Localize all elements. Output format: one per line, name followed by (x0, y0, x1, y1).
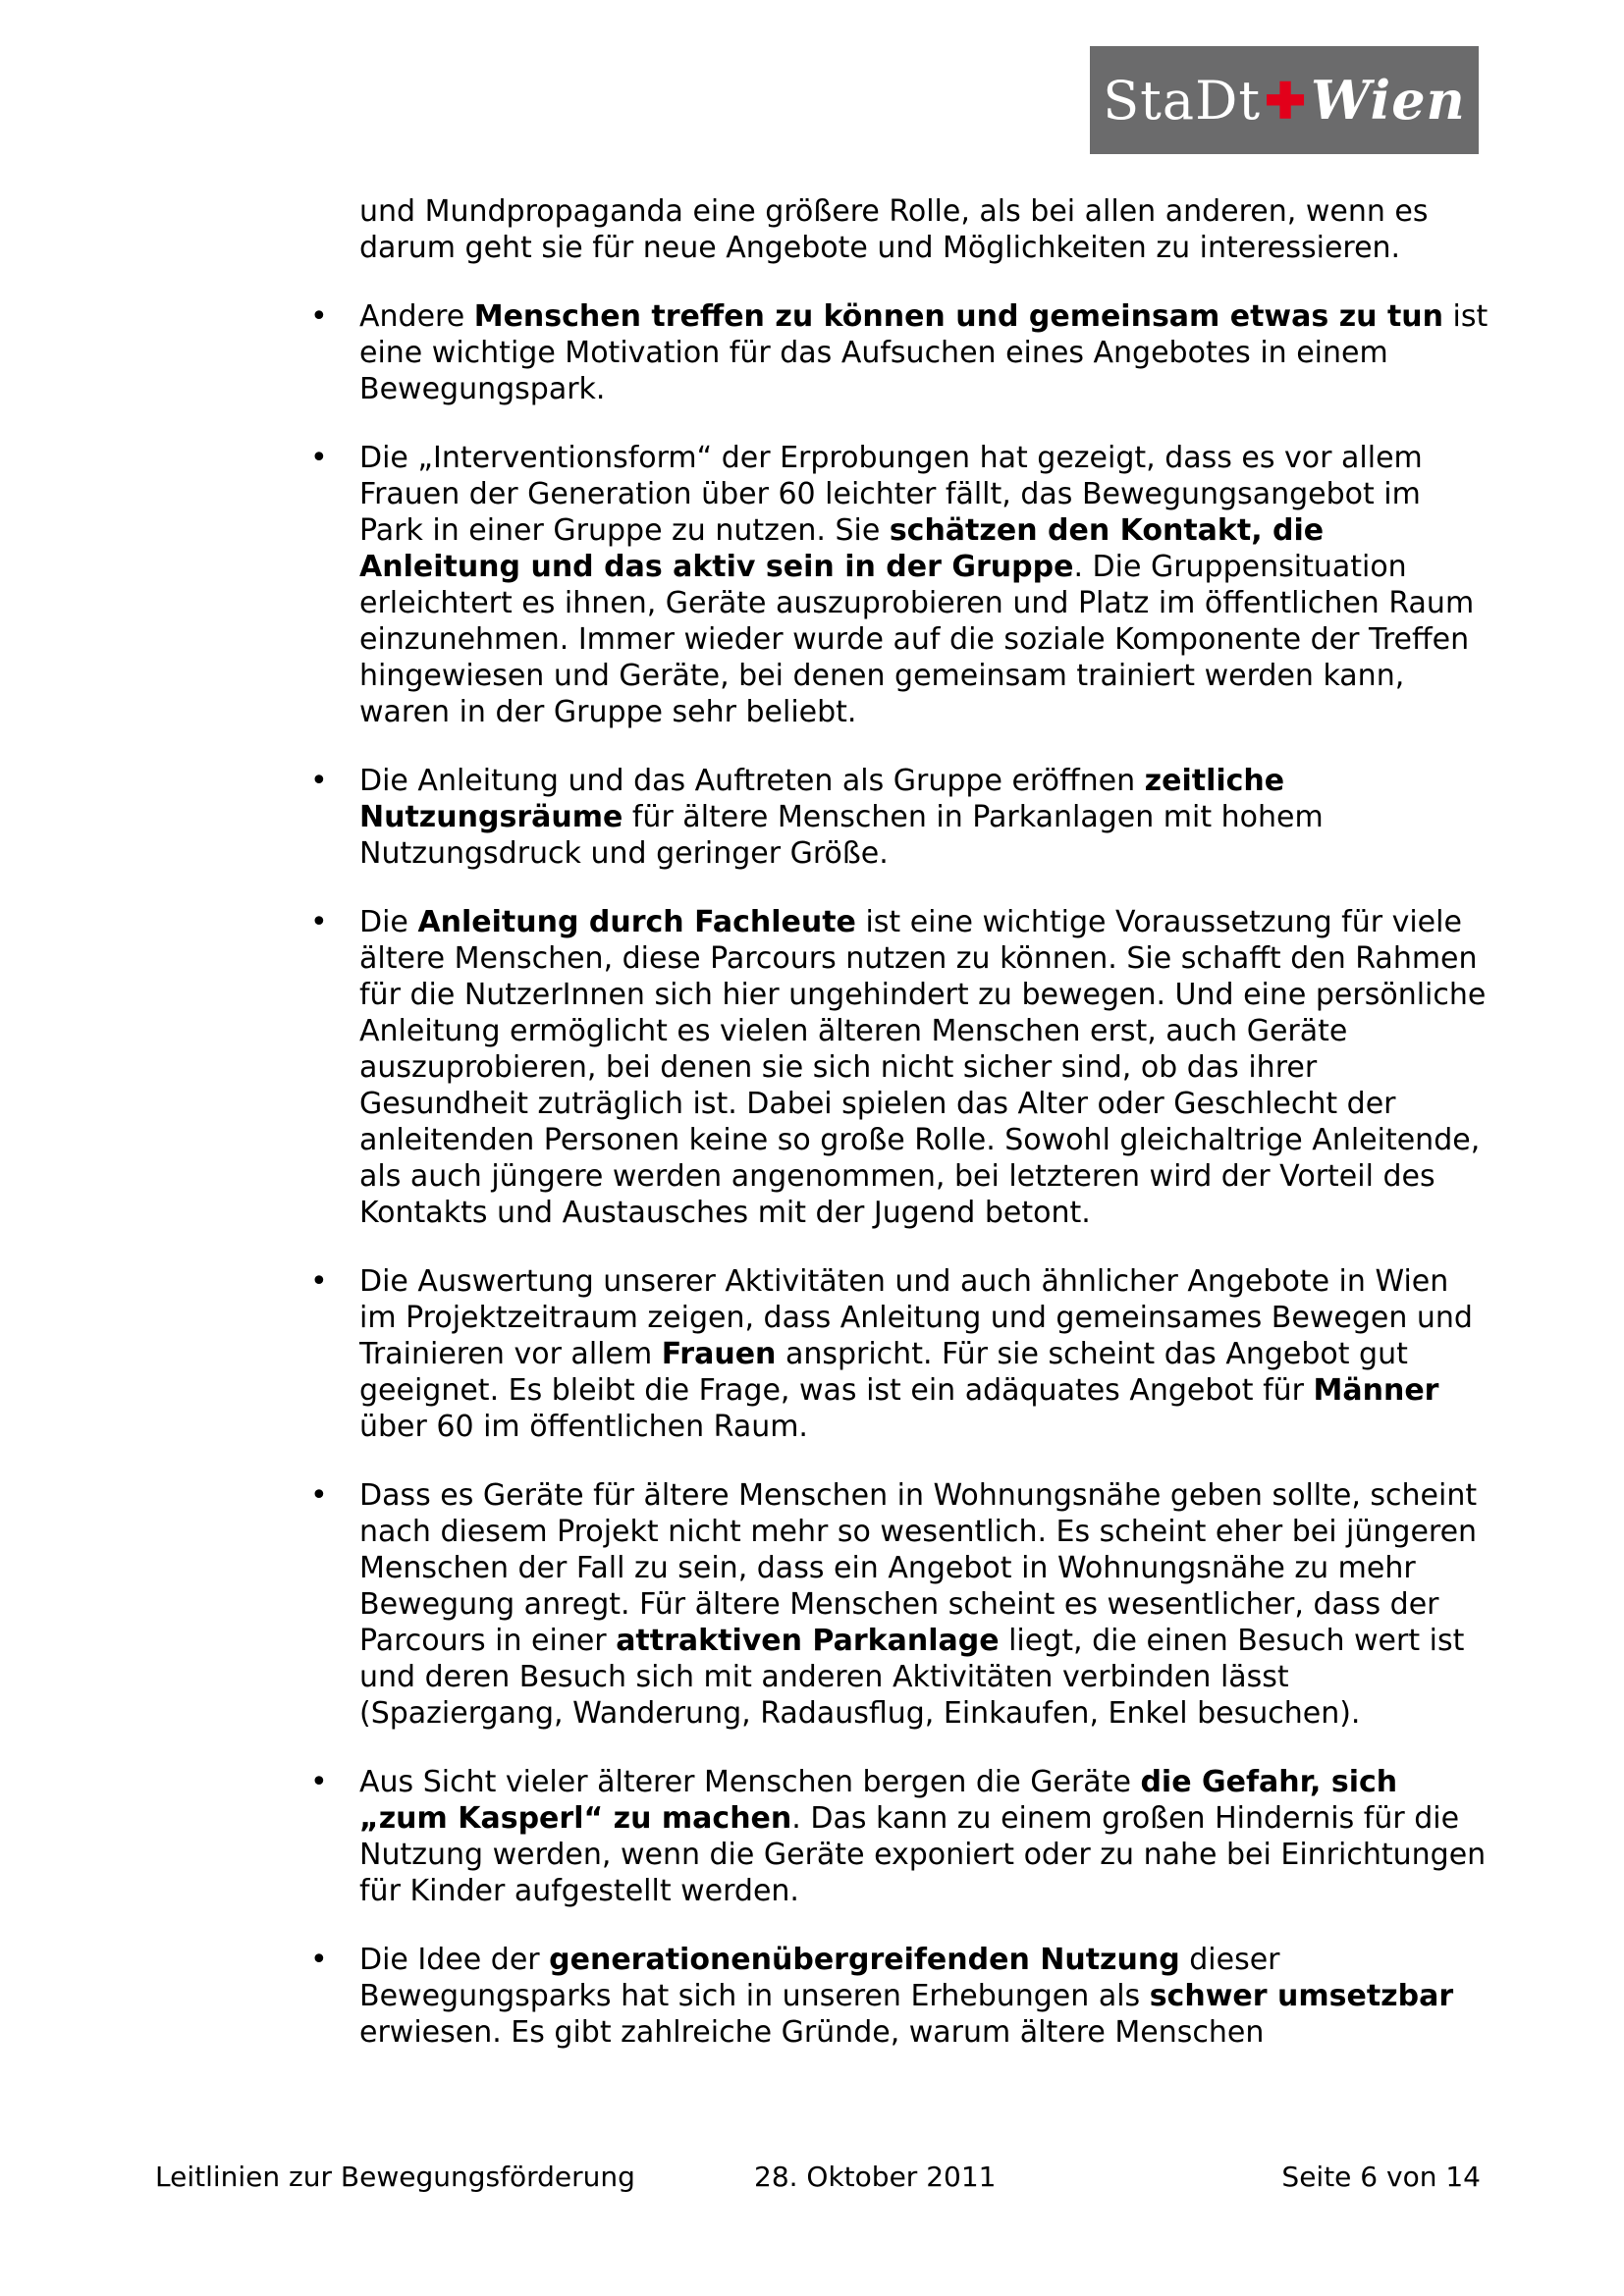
page-footer (155, 2158, 1481, 2197)
logo-wordmark (1103, 69, 1466, 132)
bold-emphasis: schätzen den Kontakt, die Anleitung und das aktiv sein in der Gruppe (359, 513, 1325, 584)
logo-stadt: StaDt (1103, 69, 1262, 132)
footer-date: 28. Oktober 2011 (754, 2161, 997, 2193)
bullet-icon: • (310, 764, 328, 798)
bold-emphasis: Menschen treffen zu können und gemeinsam etwas zu tun (473, 299, 1444, 334)
bold-emphasis: attraktiven Parkanlage (616, 1624, 1000, 1658)
bullet-icon: • (310, 905, 328, 939)
bullet-item: • Dass es Geräte für ältere Menschen in Wohnungsnähe geben sollte, scheint nach diesem Projekt nicht mehr so wesentlich. Es scheint eher bei jüngeren Menschen der Fall zu sein, dass ein Angebot in Wohnungsnähe zu mehr Bewegung anregt. Für ältere Menschen scheint es wesentlicher, dass der Parcours in einer attraktiven Parkanlage liegt, die einen Besuch wert ist und deren Besuch sich mit anderen Aktivitäten verbinden lässt (Spaziergang, Wanderung, Radausflug, Einkaufen, Enkel besuchen). (310, 1478, 1478, 1731)
bullet-item: • Die „Interventionsform“ der Erprobungen hat gezeigt, dass es vor allem Frauen der Generation über 60 leichter fällt, das Bewegungsangebot im Park in einer Gruppe zu nutzen. Sie schätzen den Kontakt, die Anleitung und das aktiv sein in der Gruppe. Die Gruppensituation erleichtert es ihnen, Geräte auszuprobieren und Platz im öffentlichen Raum einzunehmen. Immer wieder wurde auf die soziale Komponente der Treffen hingewiesen und Geräte, bei denen gemeinsam trainiert werden kann, waren in der Gruppe sehr beliebt. (310, 441, 1475, 729)
footer-page-number: Seite 6 von 14 (1281, 2161, 1481, 2193)
bullet-item: • Die Idee der generationenübergreifenden Nutzung dieser Bewegungsparks hat sich in unseren Erhebungen als schwer umsetzbar erwiesen. Es gibt zahlreiche Gründe, warum ältere Menschen (310, 1943, 1454, 2050)
bold-emphasis: Frauen (661, 1337, 777, 1371)
bold-emphasis: Anleitung durch Fachleute (417, 905, 856, 939)
bullet-item: • Die Auswertung unserer Aktivitäten und auch ähnlicher Angebote in Wien im Projektzeitraum zeigen, dass Anleitung und gemeinsames Bewegen und Trainieren vor allem Frauen anspricht. Für sie scheint das Angebot gut geeignet. Es bleibt die Frage, was ist ein adäquates Angebot für Männer über 60 im öffentlichen Raum. (310, 1264, 1473, 1444)
bold-emphasis: Männer (1313, 1373, 1439, 1408)
bold-emphasis: die Gefahr, sich „zum Kasperl“ zu machen (359, 1765, 1398, 1836)
document-body (302, 193, 1492, 2051)
bold-emphasis: generationenübergreifenden Nutzung (549, 1943, 1180, 1977)
bullet-item: • Aus Sicht vieler älterer Menschen bergen die Geräte die Gefahr, sich „zum Kasperl“ zu machen. Das kann zu einem großen Hindernis für die Nutzung werden, wenn die Geräte exponiert oder zu nahe bei Einrichtungen für Kinder aufgestellt werden. (310, 1765, 1487, 1908)
bullet-list (302, 298, 1492, 2051)
logo-cross-icon: ✚ (1265, 71, 1307, 130)
bold-emphasis: schwer umsetzbar (1149, 1979, 1454, 2013)
bullet-icon: • (310, 1943, 328, 1977)
continuation-paragraph: und Mundpropaganda eine größere Rolle, als bei allen anderen, wenn es darum geht sie für neue Angebote und Möglichkeiten zu interessieren. (359, 194, 1429, 265)
bold-emphasis: zeitliche Nutzungsräume (359, 764, 1285, 834)
bullet-item: • Die Anleitung durch Fachleute ist eine wichtige Voraussetzung für viele ältere Menschen, diese Parcours nutzen zu können. Sie schafft den Rahmen für die NutzerInnen sich hier ungehindert zu bewegen. Und eine persönliche Anleitung ermöglicht es vielen älteren Menschen erst, auch Geräte auszuprobieren, bei denen sie sich nicht sicher sind, ob das ihrer Gesundheit zuträglich ist. Dabei spielen das Alter oder Geschlecht der anleitenden Personen keine so große Rolle. Sowohl gleichaltrige Anleitende, als auch jüngere werden angenommen, bei letzteren wird der Vorteil des Kontakts und Austausches mit der Jugend betont. (310, 905, 1487, 1230)
bullet-icon: • (310, 299, 328, 334)
bullet-item: • Die Anleitung und das Auftreten als Gruppe eröffnen zeitliche Nutzungsräume für ältere Menschen in Parkanlagen mit hohem Nutzungsdruck und geringer Größe. (310, 764, 1324, 871)
logo-wien: Wien (1310, 69, 1466, 132)
bullet-icon: • (310, 1765, 328, 1799)
footer-document-title: Leitlinien zur Bewegungsförderung (155, 2161, 635, 2193)
bullet-icon: • (310, 1478, 328, 1513)
stadt-wien-logo (1090, 46, 1479, 154)
bullet-item: • Andere Menschen treffen zu können und gemeinsam etwas zu tun ist eine wichtige Motivation für das Aufsuchen eines Angebotes in einem Bewegungspark. (310, 299, 1489, 406)
bullet-icon: • (310, 441, 328, 475)
bullet-icon: • (310, 1264, 328, 1299)
